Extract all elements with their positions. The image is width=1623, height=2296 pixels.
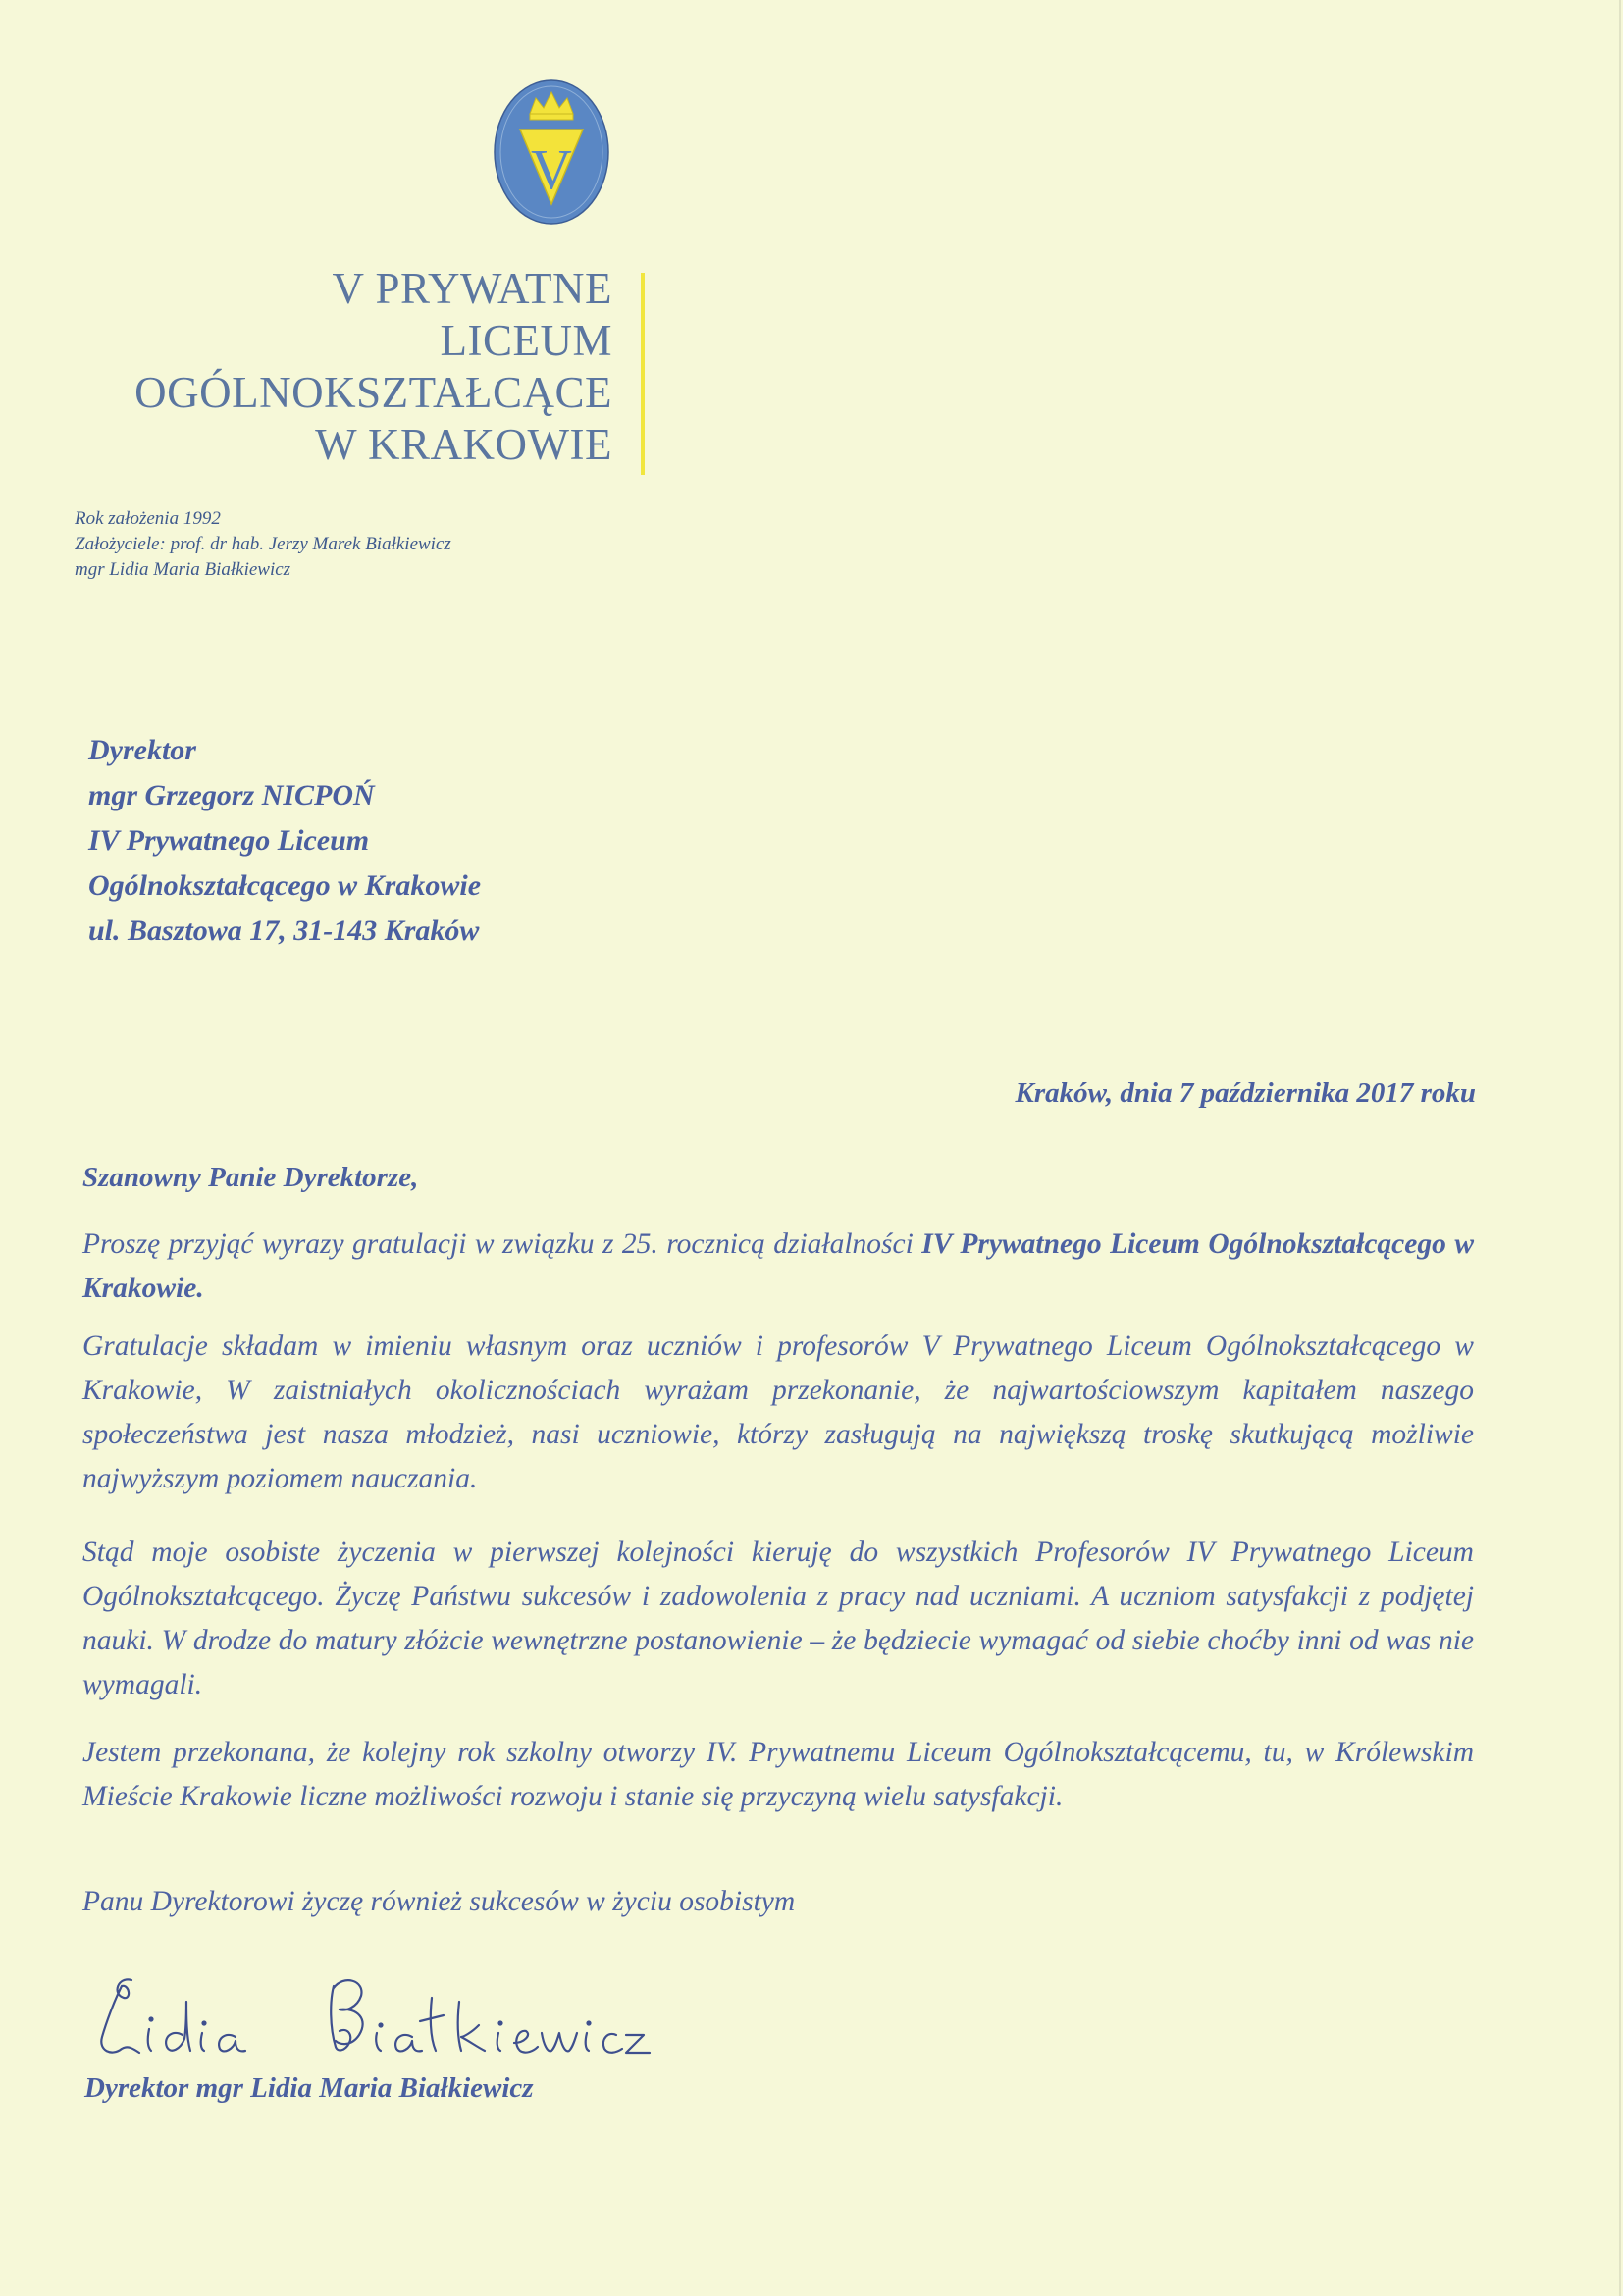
- handwritten-signature: [88, 1972, 657, 2061]
- signer-name: Dyrektor mgr Lidia Maria Białkiewicz: [84, 2072, 534, 2104]
- addressee-line-3: IV Prywatnego Liceum: [88, 824, 370, 857]
- paragraph-1-text: Proszę przyjąć wyrazy gratulacji w związku z 25. rocznicą działalności: [82, 1228, 922, 1260]
- founding-info: [75, 506, 663, 583]
- school-name-line-3: OGÓLNOKSZTAŁCĄCE: [134, 368, 612, 417]
- date-line: Kraków, dnia 7 października 2017 roku: [1015, 1077, 1476, 1109]
- school-name-line-2: LICEUM: [440, 316, 612, 365]
- salutation: Szanowny Panie Dyrektorze,: [82, 1162, 419, 1193]
- addressee-line-4: Ogólnokształcącego w Krakowie: [88, 869, 482, 902]
- addressee-line-5: ul. Basztowa 17, 31-143 Kraków: [88, 914, 480, 947]
- body-paragraph-4: Jestem przekonana, że kolejny rok szkolny otworzy IV. Prywatnemu Liceum Ogólnokształcącemu, tu, w Królewskim Mieście Krakowie liczne możliwości rozwoju i stanie się przyczyną wielu satysfakcji.: [82, 1737, 1474, 1812]
- school-name-line-1: V PRYWATNE: [332, 264, 612, 313]
- addressee-line-1: Dyrektor: [88, 734, 196, 766]
- paragraph-1-bold: IV Prywatnego Liceum Ogólnokształcącego w Krakowie.: [82, 1228, 1475, 1304]
- body-paragraph-3: Stąd moje osobiste życzenia w pierwszej kolejności kieruję do wszystkich Profesorów IV Prywatnego Liceum Ogólnokształcącego. Życzę Państwu sukcesów i zadowolenia z pracy nad uczniami. A uczniom satysfakcji z podjętej nauki. W drodze do matury złóżcie wewnętrzne postanowienie – że będziecie wymagać od siebie choćby inni od was nie wymagali.: [82, 1537, 1474, 1700]
- addressee-line-2: mgr Grzegorz NICPOŃ: [88, 779, 375, 811]
- page-edge: [1619, 0, 1621, 2296]
- school-name-line-4: W KRAKOWIE: [315, 420, 612, 469]
- svg-text:V: V: [531, 137, 572, 201]
- founders-line-1: Założyciele: prof. dr hab. Jerzy Marek Białkiewicz: [75, 534, 451, 554]
- founding-year: Rok założenia 1992: [75, 508, 221, 529]
- school-name: [39, 263, 612, 471]
- school-logo-icon: [493, 78, 610, 226]
- body-paragraph-5: Panu Dyrektorowi życzę również sukcesów w życiu osobistym: [82, 1886, 796, 1917]
- founders-line-2: mgr Lidia Maria Białkiewicz: [75, 559, 291, 580]
- body-paragraph-1: [82, 1223, 1474, 1311]
- body-paragraph-2: Gratulacje składam w imieniu własnym oraz uczniów i profesorów V Prywatnego Liceum Ogólnokształcącego w Krakowie, W zaistniałych okolicznościach wyrażam przekonanie, że najwartościowszym kapitałem naszego społeczeństwa jest nasza młodzież, nasi uczniowie, którzy zasługują na największą troskę skutkującą możliwie najwyższym poziomem nauczania.: [82, 1331, 1474, 1494]
- addressee-block: [88, 728, 775, 954]
- letterhead-accent-bar: [641, 273, 645, 475]
